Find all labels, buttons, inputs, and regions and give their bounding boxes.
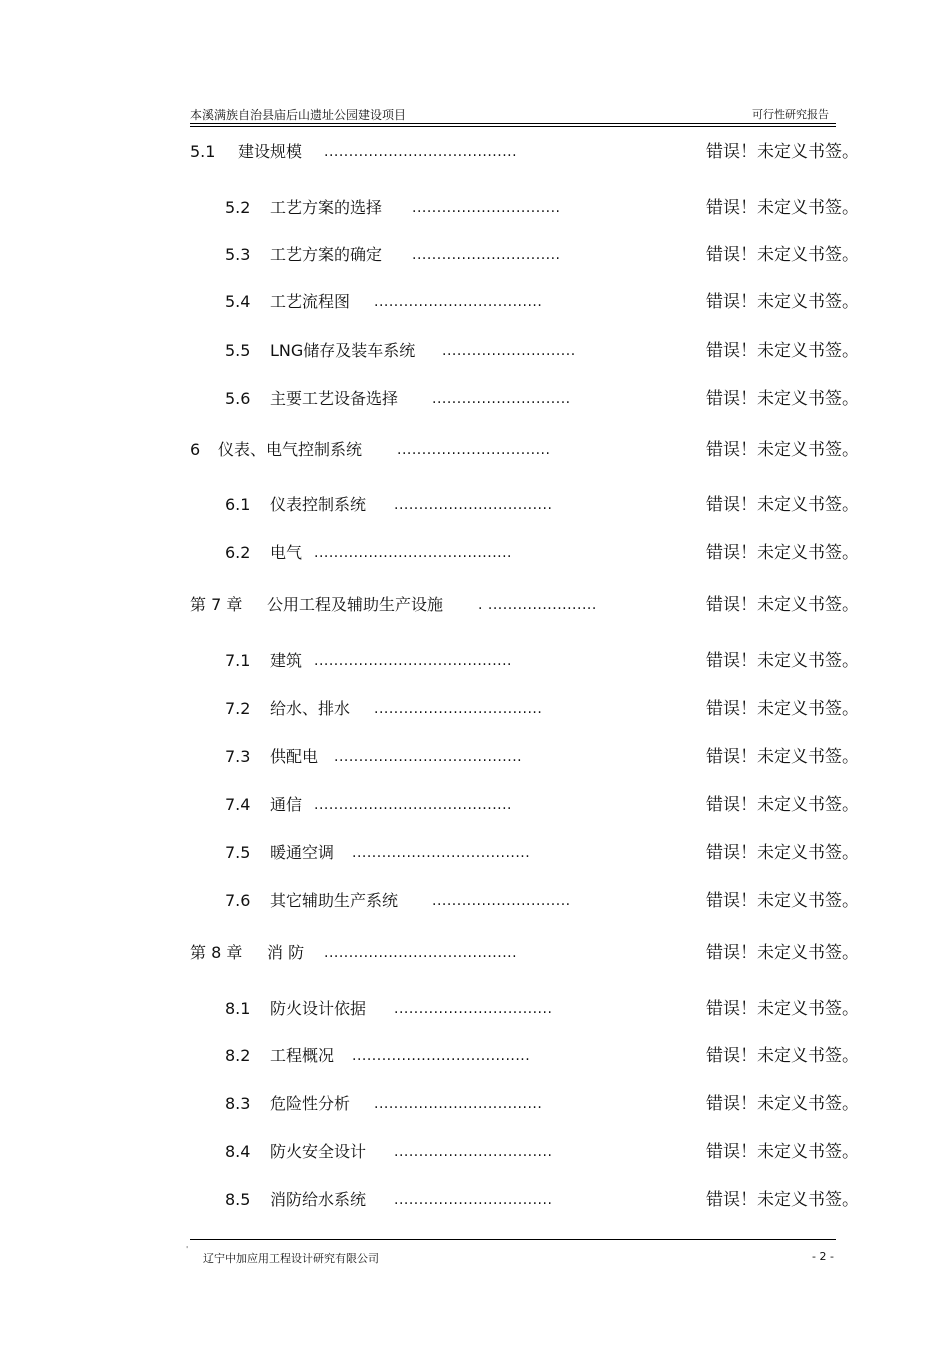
toc-entry-number: 7.1 (225, 651, 251, 670)
toc-entry-page-ref: 错误！未定义书签。 (706, 699, 859, 719)
toc-entry-page-ref: 错误！未定义书签。 (706, 198, 859, 218)
toc-entry-title: 消防给水系统 (270, 1190, 367, 1209)
toc-entry-title: 防火安全设计 (270, 1142, 367, 1161)
toc-entry-page-ref: 错误！未定义书签。 (706, 943, 859, 963)
toc-entry-number: 8.1 (225, 999, 251, 1018)
toc-entry-page-ref: 错误！未定义书签。 (706, 245, 859, 265)
toc-entry-page-ref: 错误！未定义书签。 (706, 999, 859, 1019)
header-rule-thin (190, 126, 836, 127)
toc-entry-title: 电气 (270, 543, 303, 562)
footer-page-number: - 2 - (812, 1250, 834, 1263)
toc-entry-leader-dots: ....................................... (324, 144, 518, 160)
toc-entry-number: 7.6 (225, 891, 251, 910)
toc-entry[interactable] (0, 890, 950, 912)
toc-entry-leader-dots: .................................... (352, 845, 531, 861)
toc-entry[interactable] (0, 388, 950, 410)
toc-entry-leader-dots: ........................................ (314, 797, 513, 813)
page-header-title: 本溪满族自治县庙后山遗址公园建设项目 (190, 108, 407, 122)
toc-entry-leader-dots: .................................. (374, 294, 543, 310)
toc-entry[interactable] (0, 244, 950, 266)
toc-entry[interactable] (0, 1045, 950, 1067)
toc-entry-number: 8.4 (225, 1142, 251, 1161)
toc-entry-leader-dots: ........................................ (314, 653, 513, 669)
toc-entry-title: 工艺流程图 (270, 292, 351, 311)
toc-entry-title: 工程概况 (270, 1046, 335, 1065)
toc-entry[interactable] (0, 650, 950, 672)
toc-entry[interactable] (0, 141, 950, 163)
toc-entry-number: 8.3 (225, 1094, 251, 1113)
toc-entry[interactable] (0, 439, 950, 461)
toc-entry-page-ref: 错误！未定义书签。 (706, 595, 859, 615)
toc-entry-page-ref: 错误！未定义书签。 (706, 843, 859, 863)
toc-entry-page-ref: 错误！未定义书签。 (706, 440, 859, 460)
toc-entry-leader-dots: ............................ (432, 391, 571, 407)
page-header-doc-type: 可行性研究报告 (752, 108, 829, 121)
toc-entry-leader-dots: ................................ (394, 1144, 553, 1160)
toc-entry-title: 消 防 (267, 943, 305, 962)
toc-entry-title: 防火设计依据 (270, 999, 367, 1018)
toc-entry-title: 给水、排水 (270, 699, 351, 718)
footer-rule (190, 1239, 836, 1240)
toc-entry-number: 5.3 (225, 245, 251, 264)
toc-entry-leader-dots: .................................. (374, 1096, 543, 1112)
toc-entry-number: 5.5 (225, 341, 251, 360)
toc-entry-number: 5.4 (225, 292, 251, 311)
toc-entry[interactable] (0, 494, 950, 516)
toc-entry[interactable] (0, 197, 950, 219)
toc-entry-page-ref: 错误！未定义书签。 (706, 747, 859, 767)
toc-entry-page-ref: 错误！未定义书签。 (706, 292, 859, 312)
toc-entry-leader-dots: .............................. (412, 247, 561, 263)
toc-entry-page-ref: 错误！未定义书签。 (706, 142, 859, 162)
toc-entry-leader-dots: ...................................... (334, 749, 523, 765)
toc-entry[interactable] (0, 998, 950, 1020)
toc-entry-number: 第 8 章 (190, 943, 243, 962)
toc-entry-leader-dots: ....................................... (324, 945, 518, 961)
toc-entry-title: 主要工艺设备选择 (270, 389, 399, 408)
toc-entry-number: 5.1 (190, 142, 216, 161)
toc-entry-title: 建筑 (270, 651, 303, 670)
toc-entry-number: 8.2 (225, 1046, 251, 1065)
toc-entry-title: 供配电 (270, 747, 319, 766)
toc-entry-leader-dots: .................................... (352, 1048, 531, 1064)
toc-entry-leader-dots: ........................... (442, 343, 576, 359)
toc-entry-number: 7.3 (225, 747, 251, 766)
toc-entry-page-ref: 错误！未定义书签。 (706, 651, 859, 671)
toc-entry-page-ref: 错误！未定义书签。 (706, 495, 859, 515)
toc-entry-page-ref: 错误！未定义书签。 (706, 1190, 859, 1210)
toc-entry-leader-dots: .................................. (374, 701, 543, 717)
toc-entry-title: 通信 (270, 795, 303, 814)
toc-entry-leader-dots: ............................ (432, 893, 571, 909)
toc-entry-title: 建设规模 (238, 142, 303, 161)
toc-entry[interactable] (0, 842, 950, 864)
toc-entry-leader-dots: ................................ (394, 1192, 553, 1208)
toc-entry-leader-dots: . ...................... (478, 597, 597, 613)
toc-entry-title: 仪表控制系统 (270, 495, 367, 514)
toc-entry-page-ref: 错误！未定义书签。 (706, 389, 859, 409)
toc-entry-title: 仪表、电气控制系统 (218, 440, 363, 459)
toc-entry-leader-dots: .............................. (412, 200, 561, 216)
toc-entry-title: 其它辅助生产系统 (270, 891, 399, 910)
toc-entry-page-ref: 错误！未定义书签。 (706, 341, 859, 361)
toc-entry[interactable] (0, 594, 950, 616)
toc-entry-title: 工艺方案的选择 (270, 198, 383, 217)
toc-entry[interactable] (0, 746, 950, 768)
footer-mark: ' (186, 1245, 189, 1254)
toc-entry-number: 6.1 (225, 495, 251, 514)
toc-entry-page-ref: 错误！未定义书签。 (706, 543, 859, 563)
toc-entry-number: 5.2 (225, 198, 251, 217)
toc-entry-number: 8.5 (225, 1190, 251, 1209)
toc-entry-number: 5.6 (225, 389, 251, 408)
toc-entry-title: 暖通空调 (270, 843, 335, 862)
toc-entry-page-ref: 错误！未定义书签。 (706, 891, 859, 911)
toc-entry[interactable] (0, 698, 950, 720)
toc-entry-number: 7.5 (225, 843, 251, 862)
toc-entry-number: 7.2 (225, 699, 251, 718)
toc-entry-number: 第 7 章 (190, 595, 243, 614)
toc-entry-number: 7.4 (225, 795, 251, 814)
toc-entry-page-ref: 错误！未定义书签。 (706, 1094, 859, 1114)
toc-entry[interactable] (0, 340, 950, 362)
header-rule (190, 123, 836, 124)
toc-entry-number: 6.2 (225, 543, 251, 562)
toc-entry-number: 6 (190, 440, 201, 459)
toc-entry[interactable] (0, 1189, 950, 1211)
toc-entry-page-ref: 错误！未定义书签。 (706, 795, 859, 815)
toc-entry-page-ref: 错误！未定义书签。 (706, 1142, 859, 1162)
footer-company: 辽宁中加应用工程设计研究有限公司 (203, 1252, 379, 1265)
toc-entry-page-ref: 错误！未定义书签。 (706, 1046, 859, 1066)
toc-entry-title: 工艺方案的确定 (270, 245, 383, 264)
toc-entry-leader-dots: ............................... (397, 442, 551, 458)
toc-entry-title: 危险性分析 (270, 1094, 351, 1113)
toc-entry[interactable] (0, 942, 950, 964)
toc-entry-title: LNG储存及装车系统 (270, 341, 416, 360)
toc-entry[interactable] (0, 1141, 950, 1163)
toc-entry-leader-dots: ........................................ (314, 545, 513, 561)
toc-entry[interactable] (0, 291, 950, 313)
toc-entry[interactable] (0, 542, 950, 564)
toc-entry-leader-dots: ................................ (394, 1001, 553, 1017)
toc-entry-leader-dots: ................................ (394, 497, 553, 513)
toc-entry[interactable] (0, 794, 950, 816)
toc-entry[interactable] (0, 1093, 950, 1115)
toc-entry-title: 公用工程及辅助生产设施 (267, 595, 444, 614)
